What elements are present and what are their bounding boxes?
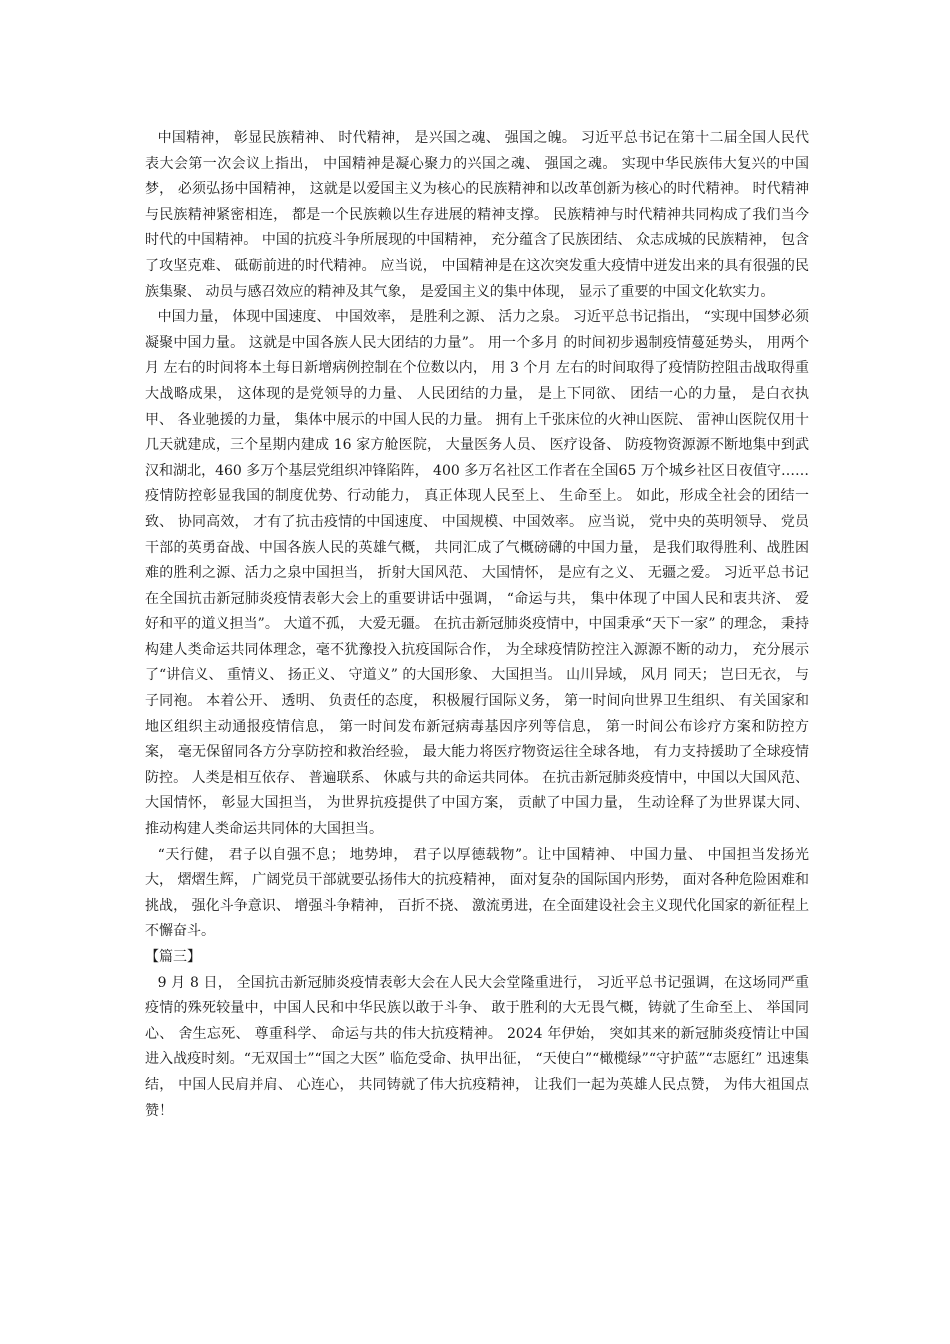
paragraph-part-three: 9 月 8 日， 全国抗击新冠肺炎疫情表彰大会在人民大会堂隆重进行， 习近平总书记强调，在这场同严重疫情的殊死较量中，中国人民和中华民族以敢于斗争、 敢于胜利的大无畏气概，铸就了生命至上、 举国同心、 舍生忘死、 尊重科学、 命运与共的伟大抗疫精神。 2024 年伊始， 突如其来的新冠肺炎疫情让中国进入战疫时刻。“无双国士”“国之大医” 临危受命、执甲出征， “天使白”“橄榄绿”“守护蓝”“志愿红” 迅速集结， 中国人民肩并肩、 心连心， 共同铸就了伟大抗疫精神， 让我们一起为英雄人民点赞， 为伟大祖国点赞！ <box>145 974 809 1119</box>
paragraph-closing: “天行健， 君子以自强不息； 地势坤， 君子以厚德载物”。让中国精神、 中国力量、 中国担当发扬光大， 熠熠生辉， 广阔党员干部就要弘扬伟大的抗疫精神， 面对复杂的国际国内形势， 面对各种危险困难和挑战， 强化斗争意识、 增强斗争精神， 百折不挠、 激流勇进，在全面建设社会主义现代化国家的新征程上不懈奋斗。 <box>145 846 809 940</box>
document-page <box>145 126 809 1124</box>
section-heading: 【篇三】 <box>145 949 201 965</box>
paragraph-chinese-spirit: 中国精神， 彰显民族精神、 时代精神， 是兴国之魂、 强国之魄。 习近平总书记在第十二届全国人民代表大会第一次会议上指出， 中国精神是凝心聚力的兴国之魂、 强国之魂。 实现中华民族伟大复兴的中国梦， 必须弘扬中国精神， 这就是以爱国主义为核心的民族精神和以改革创新为核心的时代精神。 时代精神与民族精神紧密相连， 都是一个民族赖以生存进展的精神支撑。 民族精神与时代精神共同构成了我们当今时代的中国精神。 中国的抗疫斗争所展现的中国精神， 充分蕴含了民族团结、 众志成城的民族精神， 包含了攻坚克难、 砥砺前进的时代精神。 应当说， 中国精神是在这次突发重大疫情中迸发出来的具有很强的民族集聚、 动员与感召效应的精神及其气象， 是爱国主义的集中体现， 显示了重要的中国文化软实力。 <box>145 130 809 300</box>
paragraph-chinese-strength: 中国力量， 体现中国速度、 中国效率， 是胜利之源、 活力之泉。 习近平总书记指出， “实现中国梦必须凝聚中国力量。 这就是中国各族人民大团结的力量”。 用一个多月 的时间初步遏制疫情蔓延势头， 用两个月 左右的时间将本土每日新增病例控制在个位数以内， 用 3 个月 左右的时间取得了疫情防控阻击战取得重大战略成果， 这体现的是党领导的力量、 人民团结的力量， 是上下同欲、 团结一心的力量， 是白衣执甲、 各业驰援的力量， 集体中展示的中国人民的力量。 拥有上千张床位的火神山医院、 雷神山医院仅用十几天就建成，三个星期内建成 16 家方舱医院， 大量医务人员、 医疗设备、 防疫物资源源不断地集中到武汉和湖北，460 多万个基层党组织冲锋陷阵， 400 多万名社区工作者在全国65 万个城乡社区日夜值守……疫情防控彰显我国的制度优势、行动能力， 真正体现人民至上、 生命至上。 如此，形成全社会的团结一致、 协同高效， 才有了抗击疫情的中国速度、 中国规模、中国效率。 应当说， 党中央的英明领导、 党员干部的英勇奋战、中国各族人民的英雄气概， 共同汇成了气概磅礴的中国力量， 是我们取得胜利、战胜困难的胜利之源、活力之泉中国担当， 折射大国风范、 大国情怀， 是应有之义、 无疆之爱。 习近平总书记在全国抗击新冠肺炎疫情表彰大会上的重要讲话中强调， “命运与共， 集中体现了中国人民和衷共济、 爱好和平的道义担当”。 大道不孤， 大爱无疆。 在抗击新冠肺炎疫情中，中国秉承“天下一家” 的理念， 秉持构建人类命运共同体理念，毫不犹豫投入抗疫国际合作， 为全球疫情防控注入源源不断的动力， 充分展示了“讲信义、 重情义、 扬正义、 守道义” 的大国形象、 大国担当。 山川异域， 风月 同天； 岂曰无衣， 与子同袍。 本着公开、 透明、 负责任的态度， 积极履行国际义务， 第一时间向世界卫生组织、 有关国家和地区组织主动通报疫情信息， 第一时间发布新冠病毒基因序列等信息， 第一时间公布诊疗方案和防控方案， 毫无保留同各方分享防控和救治经验， 最大能力将医疗物资运往全球各地， 有力支持援助了全球疫情防控。 人类是相互依存、 普遍联系、 休戚与共的命运共同体。 在抗击新冠肺炎疫情中，中国以大国风范、 大国情怀， 彰显大国担当， 为世界抗疫提供了中国方案， 贡献了中国力量， 生动诠释了为世界谋大同、 推动构建人类命运共同体的大国担当。 <box>145 309 809 838</box>
